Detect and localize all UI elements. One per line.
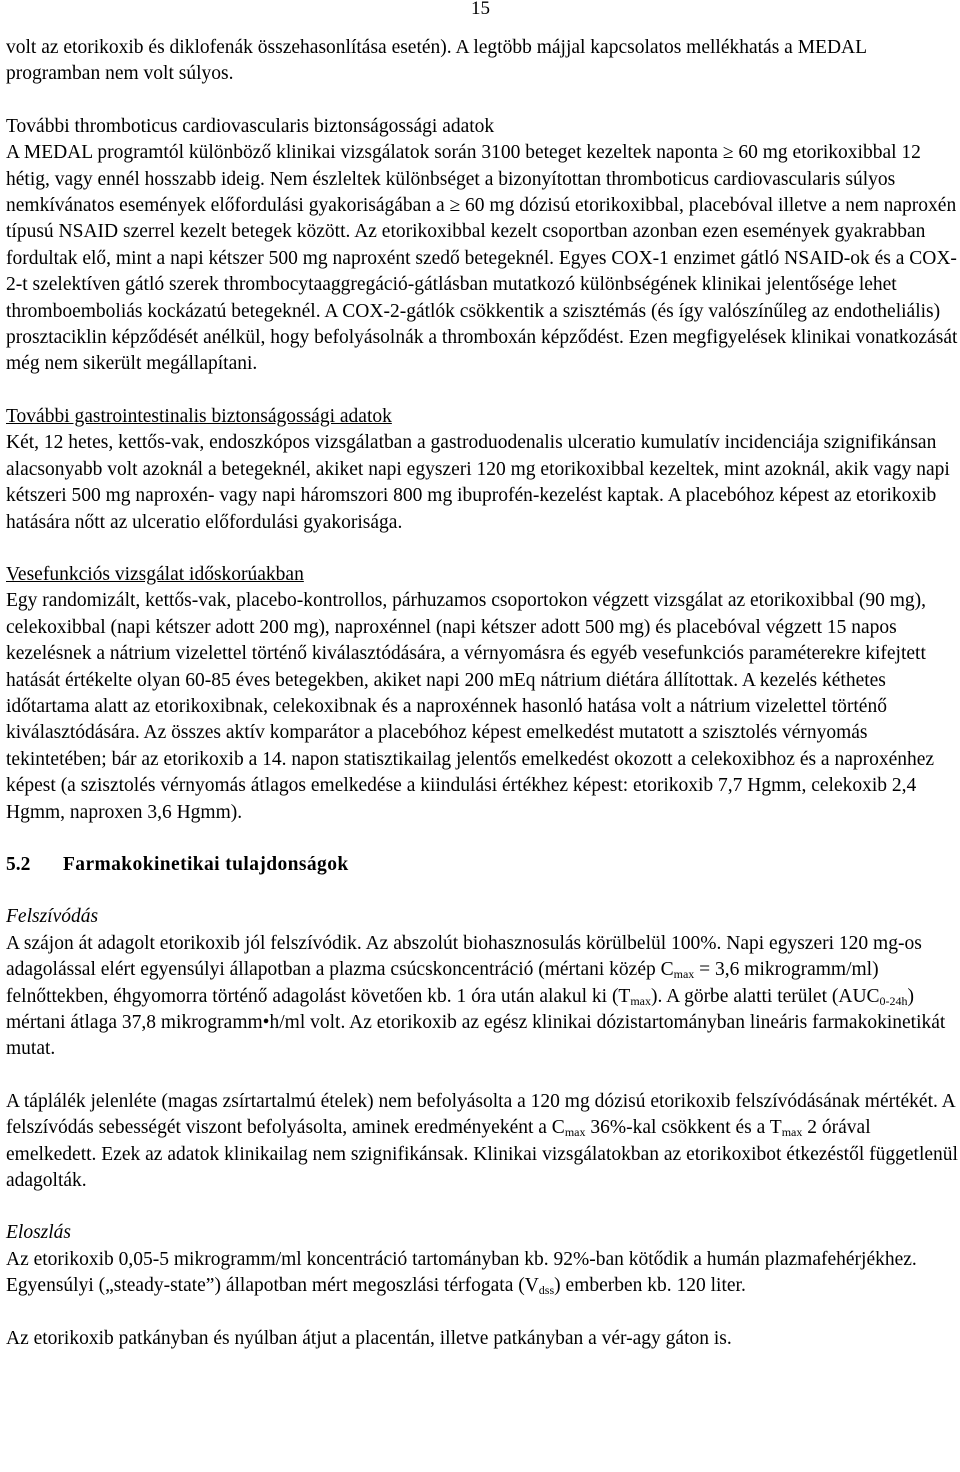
absorption-section [6,904,958,1062]
intro-paragraph: volt az etorikoxib és diklofenák összehasonlítása esetén). A legtöbb májjal kapcsolatos mellékhatás a MEDAL programban nem volt súlyos. [6,37,867,85]
absorption-paragraph-1: A szájon át adagolt etorikoxib jól felszívódik. Az abszolút biohasznosulás körülbelül 100%. Napi egyszeri 120 mg-os adagolással elért egyensúlyi állapotban a plazma csúcskoncentráció (mértani közép $C_{max} = 3,6$ mikrogramm/ml) felnőttekben, éhgyomorra történő adagolást követően kb. 1 óra után alakul ki $(T_{max})$. A görbe alatti terület $(AUC_{0-24h})$ mértani átlaga 37,8 mikrogramm•h/ml volt. Az etorikoxib az egész klinikai dózistartományban lineáris farmakokinetikát mutat. [6,932,946,1060]
absorption-paragraph-2: A táplálék jelenléte (magas zsírtartalmú ételek) nem befolyásolta a 120 mg dózisú etorikoxib felszívódásának mértékét. A felszívódás sebességét viszont befolyásolta, aminek eredményeként a $C_{max}$ 36%-kal csökkent és a $T_{max}$ 2 órával emelkedett. Ezek az adatok klinikailag nem szignifikánsak. Klinikai vizsgálatokban az etorikoxibot étkezéstől függetlenül adagolták. [6,1090,958,1192]
absorption-heading: Felszívódás [6,906,99,928]
page-number: 15 [471,0,490,19]
renal-heading: Vesefunkciós vizsgálat időskorúakban [6,563,304,585]
distribution-paragraph-2: Az etorikoxib patkányban és nyúlban átjut a placentán, illetve patkányban a vér-agy gáton is. [6,1327,732,1349]
cv-safety-paragraph: A MEDAL programtól különböző klinikai vizsgálatok során 3100 beteget kezeltek naponta ≥ 60 mg etorikoxibbal 12 hétig, vagy ennél hosszabb ideig. Nem észleltek különbséget a bizonyítottan thromboticus cardiovascularis súlyos nemkívánatos események előfordulási gyakoriságában a ≥ 60 mg dózisú etorikoxibbal, placebóval illetve a nem naproxén típusú NSAID szerrel kezelt betegek között. Az etorikoxibbal kezelt csoportban azonban ezen események gyakrabban fordultak elő, mint a napi kétszer 500 mg naproxént szedő betegeknél. Egyes COX-1 enzimet gátló NSAID-ok és a COX-2-t szelektíven gátló szerek thrombocytaaggregáció-gátlásban mutatkozó különbségének klinikai jelentősége lehet thromboemboliás kockázatú betegeknél. A COX-2-gátlók csökkentik a szisztémás (és így valószínűleg az endotheliális) prosztaciklin képződését anélkül, hogy befolyásolnák a thromboxán képződést. Ezen megfigyelések klinikai vonatkozását még nem sikerült megállapítani. [6,142,958,375]
renal-section [6,562,958,826]
distribution-paragraph-1: Az etorikoxib 0,05-5 mikrogramm/ml koncentráció tartományban kb. 92%-ban kötődik a humán plazmafehérjékhez. Egyensúlyi („steady-state”) állapotban mért megoszlási térfogata $(V_{dss})$ emberben kb. 120 liter. [6,1248,917,1298]
gi-safety-paragraph: Két, 12 hetes, kettős-vak, endoszkópos vizsgálatban a gastroduodenalis ulceratio kumulatív incidenciája szignifikánsan alacsonyabb volt azoknál a betegeknél, akiket napi egyszeri 120 mg etorikoxibbal kezeltek, mint azoknál, akik vagy napi kétszeri 500 mg naproxén- vagy napi háromszori 800 mg ibuprofén-kezelést kaptak. A placebóhoz képest az etorikoxib hatására nőtt az ulceratio előfordulási gyakorisága. [6,432,950,533]
distribution-heading: Eloszlás [6,1222,72,1244]
gi-safety-section [6,404,958,536]
gi-safety-heading: További gastrointestinalis biztonságossági adatok [6,405,392,427]
distribution-section [6,1220,958,1299]
section-title: Farmakokinetikai tulajdonságok [63,853,349,875]
section-number: 5.2 [6,853,31,875]
cv-safety-section [6,114,958,378]
section-heading [6,852,958,878]
document-body [6,35,958,1352]
renal-paragraph: Egy randomizált, kettős-vak, placebo-kontrollos, párhuzamos csoportokon végzett vizsgálat az etorikoxibbal (90 mg), celekoxibbal (napi kétszer adott 200 mg), naproxénnel (napi kétszer adott 500 mg) és placebóval végzett 15 napos kezelésnek a nátrium vizelettel történő kiválasztódására, a vérnyomásra és egyéb vesefunkciós paraméterekre kifejtett hatását értékelte olyan 60-85 éves betegekben, akiket napi 200 mEq nátrium diétára állítottak. A kezelés kéthetes időtartama alatt az etorikoxibnak, celekoxibnak és a naproxénnek hasonló hatása volt a nátrium vizelettel történő kiválasztódására. Az összes aktív komparátor a placebóhoz képest emelkedést mutatott a szisztolés vérnyomás tekintetében; bár az etorikoxib a 14. napon statisztikailag jelentős emelkedést okozott a celekoxibhoz és a naproxénhez képest (a szisztolés vérnyomás átlagos emelkedése a kiindulási értékhez képest: etorikoxib 7,7 Hgmm, celekoxib 2,4 Hgmm, naproxen 3,6 Hgmm). [6,590,935,823]
cv-safety-heading: További thromboticus cardiovascularis biztonságossági adatok [6,115,495,137]
